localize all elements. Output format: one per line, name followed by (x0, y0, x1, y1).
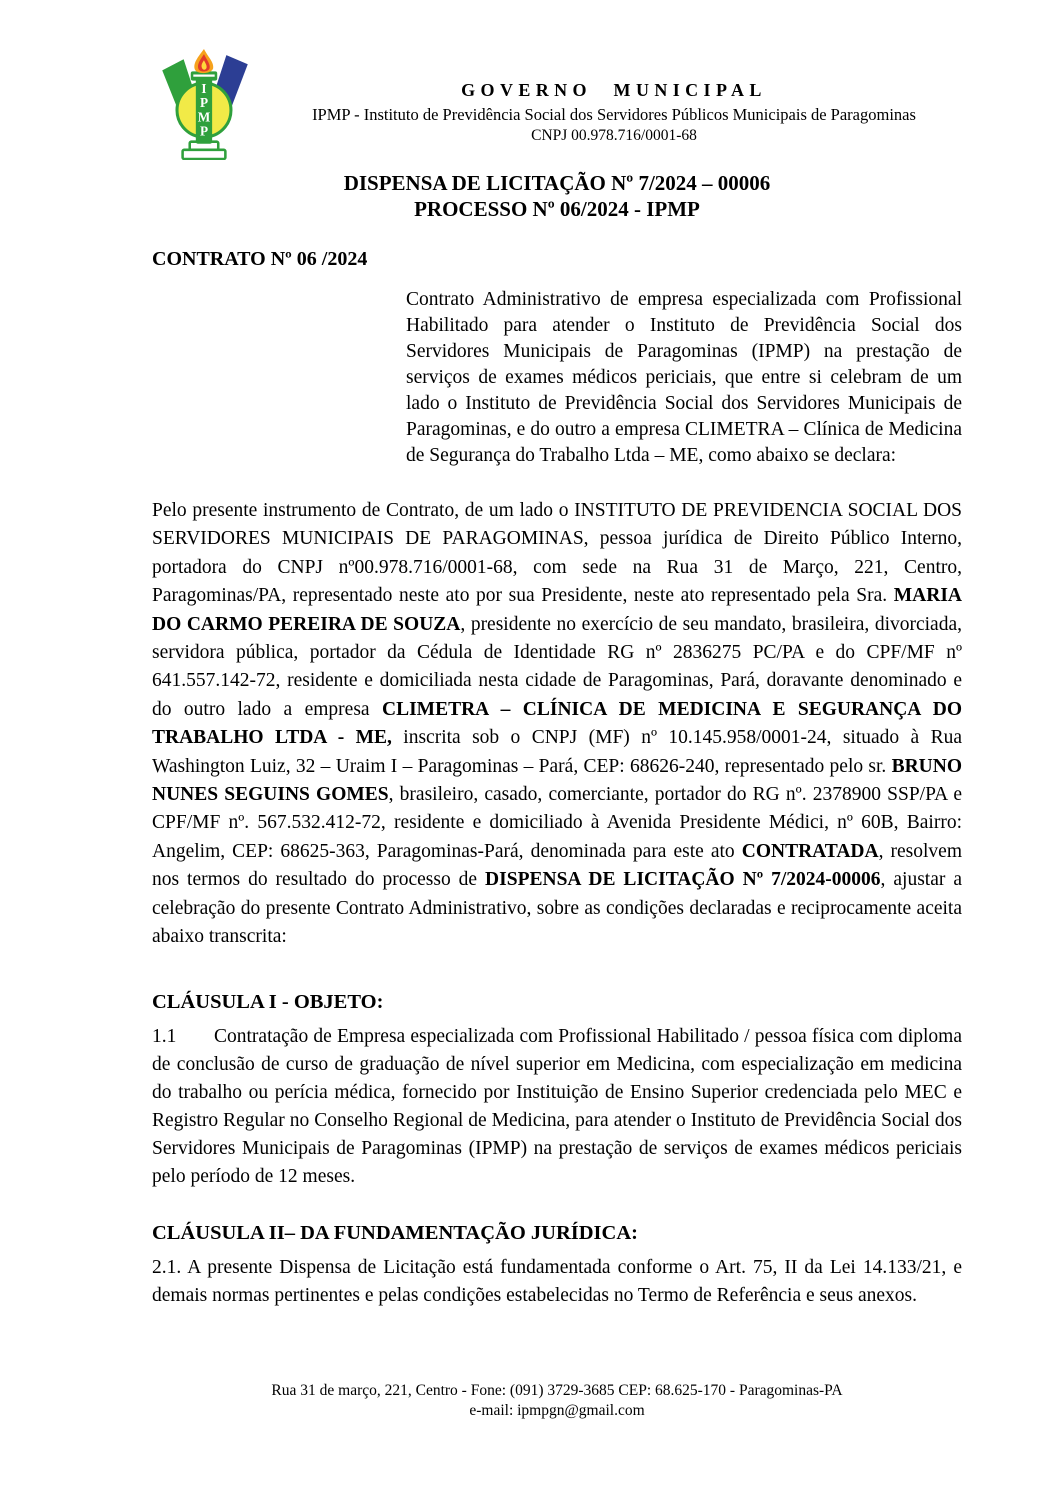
footer-email-line: e-mail: ipmpgn@gmail.com (469, 1402, 645, 1419)
clause-1-item-number: 1.1 (152, 1025, 177, 1047)
logo-base-lower (183, 150, 226, 159)
clause-1-item (152, 1023, 962, 1191)
document-title (152, 170, 962, 222)
ipmp-torch-icon (156, 48, 254, 160)
logo-letter-p2: P (199, 123, 209, 139)
clause-1-item-text: Contratação de Empresa especializada com Profissional Habilitado / pessoa física com diploma de conclusão de curso de graduação de nível superior em Medicina, com especialização em medicina do trabalho ou perícia médica, fornecido por Instituição de Ensino Superior credenciada pelo MEC e Registro Regular no Conselho Regional de Medicina, para atender o Instituto de Previdência Social dos Servidores Municipais de Paragominas (IPMP) na prestação de serviços de exames médicos periciais pelo período de 12 meses. (152, 1025, 962, 1187)
clause-1-heading: CLÁUSULA I - OBJETO: (152, 990, 384, 1013)
institute-name: IPMP - Instituto de Previdência Social dos Servidores Públicos Municipais de Paragominas (312, 105, 916, 124)
logo-letter-m: M (197, 109, 211, 125)
header-cnpj: CNPJ 00.978.716/0001-68 (531, 127, 697, 144)
header-text-block (266, 48, 962, 145)
contract-number: CONTRATO Nº 06 /2024 (152, 248, 368, 270)
title-dispensa-line: DISPENSA DE LICITAÇÃO Nº 7/2024 – 00006 (343, 171, 771, 195)
document-header (152, 48, 962, 152)
footer-address-line: Rua 31 de março, 221, Centro - Fone: (091) 3729-3685 CEP: 68.625-170 - Paragominas-PA (271, 1382, 843, 1399)
title-processo-line: PROCESSO Nº 06/2024 - IPMP (414, 197, 700, 221)
logo-letter-p1: P (199, 95, 209, 111)
government-title: GOVERNO MUNICIPAL (461, 80, 767, 100)
document-footer (152, 1381, 962, 1421)
contract-preamble: Contrato Administrativo de empresa especializada com Profissional Habilitado para atender o Instituto de Previdência Social dos Servidores Municipais de Paragominas (IPMP) na prestação de serviços de exames médicos periciais, que entre si celebram de um lado o Instituto de Previdência Social dos Servidores Municipais de Paragominas, e do outro a empresa CLIMETRA – Clínica de Medicina de Segurança do Trabalho Ltda – ME, como abaixo se declara: (406, 289, 962, 466)
contract-body-paragraph: Pelo presente instrumento de Contrato, de um lado o INSTITUTO DE PREVIDENCIA SOCIAL DOS SERVIDORES MUNICIPAIS DE PARAGOMINAS, pessoa jurídica de Direito Público Interno, portadora do CNPJ nº00.978.716/0001-68, com sede na Rua 31 de Março, 221, Centro, Paragominas/PA, representado neste ato por sua Presidente, neste ato representado pela Sra. MARIA DO CARMO PEREIRA DE SOUZA, presidente no exercício de seu mandato, brasileira, divorciada, servidora pública, portador da Cédula de Identidade RG nº 2836275 PC/PA e do CPF/MF nº 641.557.142-72, residente e domiciliada nesta cidade de Paragominas, Pará, doravante denominado e do outro lado a empresa CLIMETRA – CLÍNICA DE MEDICINA E SEGURANÇA DO TRABALHO LTDA - ME, inscrita sob o CNPJ (MF) nº 10.145.958/0001-24, situado à Rua Washington Luiz, 32 – Uraim I – Paragominas – Pará, CEP: 68626-240, representado pelo sr. BRUNO NUNES SEGUINS GOMES, brasileiro, casado, comerciante, portador do RG nº. 2378900 SSP/PA e CPF/MF nº. 567.532.412-72, residente e domiciliado à Avenida Presidente Médici, nº 60B, Bairro: Angelim, CEP: 68625-363, Paragominas-Pará, denominada para este ato CONTRATADA, resolvem nos termos do resultado do processo de DISPENSA DE LICITAÇÃO Nº 7/2024-00006, ajustar a celebração do presente Contrato Administrativo, sobre as condições declaradas e reciprocamente aceita abaixo transcrita: (152, 500, 963, 948)
clause-2-heading: CLÁUSULA II– DA FUNDAMENTAÇÃO JURÍDICA: (152, 1221, 638, 1244)
logo-torch-cup-stripe (193, 74, 214, 76)
logo-letter-i: I (201, 80, 207, 96)
clause-2-item-text: 2.1. A presente Dispensa de Licitação está fundamentada conforme o Art. 75, II da Lei 14.133/21, e demais normas pertinentes e pelas condições estabelecidas no Termo de Referência e seus anexos. (152, 1256, 962, 1306)
ipmp-logo (156, 48, 254, 160)
